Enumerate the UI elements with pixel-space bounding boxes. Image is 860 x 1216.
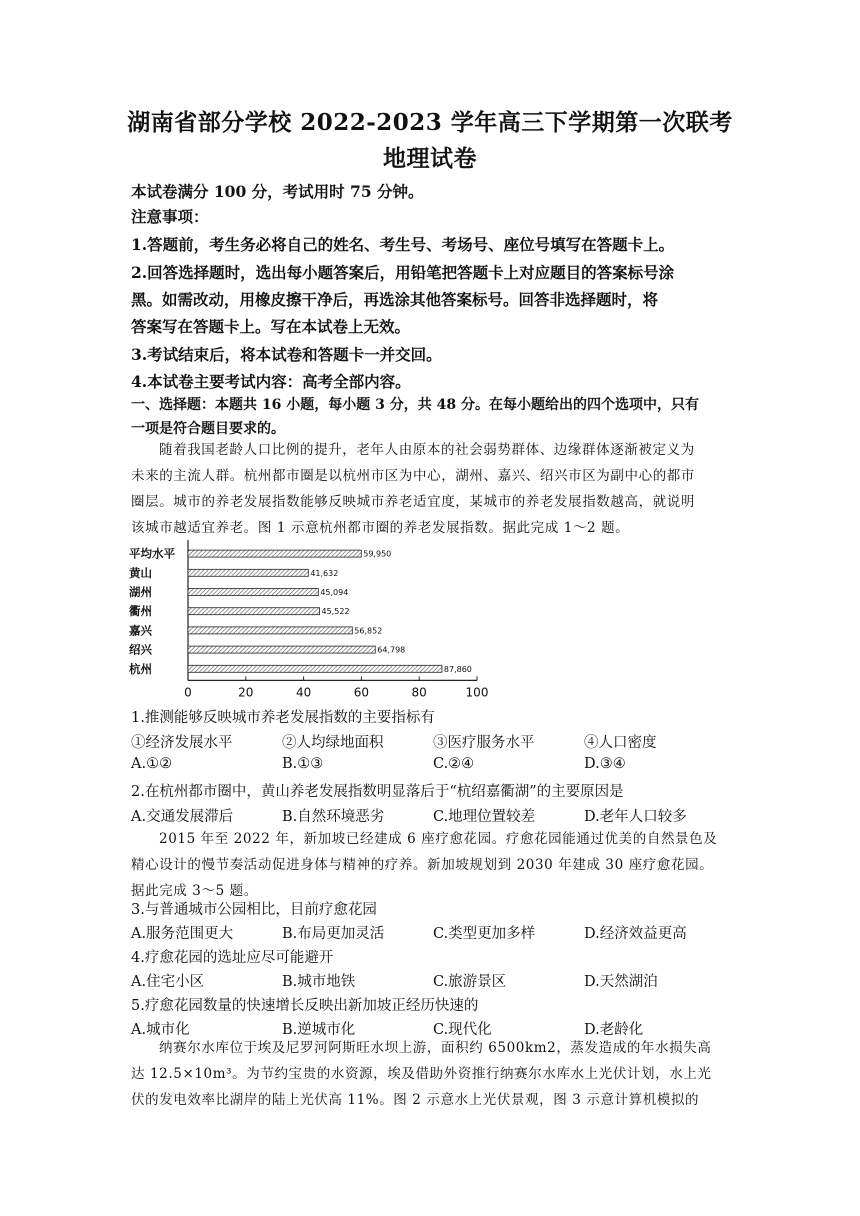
q1-item-1: ①经济发展水平 — [131, 735, 233, 751]
passage-1-line3: 圈层。城市的养老发展指数能够反映城市养老适宜度，某城市的养老发展指数越高，就说明 — [131, 494, 695, 510]
q1-item-4: ④人口密度 — [584, 735, 657, 751]
q3-option-a: A.服务范围更大 — [131, 926, 234, 942]
notice-4: 4.本试卷主要考试内容：高考全部内容。 — [131, 372, 411, 391]
q5-option-d: D.老龄化 — [584, 1022, 644, 1038]
passage-1-line1: 随着我国老龄人口比例的提升，老年人由原本的社会弱势群体、边缘群体逐渐被定义为 — [159, 442, 695, 458]
notice-2-line1: 2.回答选择题时，选出每小题答案后，用铅笔把答题卡上对应题目的答案标号涂 — [131, 263, 675, 282]
q2-options — [131, 805, 731, 827]
q4-option-b: B.城市地铁 — [282, 974, 356, 990]
q5-stem: 5.疗愈花园数量的快速增长反映出新加坡正经历快速的 — [131, 998, 479, 1014]
data-label: 45,522 — [321, 607, 350, 617]
q3-option-b: B.布局更加灵活 — [282, 926, 385, 942]
bar — [188, 589, 318, 596]
data-label: 87,860 — [443, 664, 472, 674]
category-label: 黄山 — [129, 565, 152, 580]
passage-2-line3: 据此完成 3～5 题。 — [131, 883, 258, 899]
data-label: 64,798 — [377, 645, 406, 655]
data-label: 45,094 — [320, 588, 349, 597]
section-heading-line2: 一项是符合题目要求的。 — [131, 421, 285, 437]
exam-subject: 地理试卷 — [383, 145, 477, 172]
passage-1-line2: 未来的主流人群。杭州都市圈是以杭州市区为中心，湖州、嘉兴、绍兴市区为副中心的都市 — [131, 468, 695, 484]
q5-option-b: B.逆城市化 — [282, 1022, 356, 1038]
bar — [188, 627, 352, 634]
q1-option-c: C.②④ — [433, 756, 475, 772]
q2-option-b: B.自然环境恶劣 — [282, 809, 385, 825]
data-label: 41,632 — [310, 568, 339, 578]
q1-items — [131, 731, 731, 753]
passage-2-line2: 精心设计的慢节奏活动促进身体与精神的疗养。新加坡规划到 2030 年建成 30 座疗愈花园。 — [131, 857, 714, 873]
passage-3 — [131, 1035, 731, 1113]
notice-1: 1.答题前，考生务必将自己的姓名、考生号、考场号、座位号填写在答题卡上。 — [131, 235, 675, 254]
q2-stem: 2.在杭州都市圈中，黄山养老发展指数明显落后于“杭绍嘉衢湖”的主要原因是 — [131, 784, 624, 800]
q4-option-d: D.天然湖泊 — [584, 974, 658, 990]
data-label: 59,950 — [363, 549, 392, 559]
notice-title: 注意事项： — [131, 207, 209, 226]
x-tick-label: 80 — [411, 685, 427, 700]
passage-3-line1: 纳赛尔水库位于埃及尼罗河阿斯旺水坝上游，面积约 6500km2，蒸发造成的年水损失高 — [159, 1040, 712, 1056]
passage-2 — [131, 826, 731, 904]
q1-stem: 1.推测能够反映城市养老发展指数的主要指标有 — [131, 710, 435, 726]
category-label: 杭州 — [129, 661, 152, 676]
notice-2-line3: 答案写在答题卡上。写在本试卷上无效。 — [131, 317, 411, 336]
q5-option-c: C.现代化 — [433, 1022, 492, 1038]
notice-3: 3.考试结束后，将本试卷和答题卡一并交回。 — [131, 345, 442, 364]
q1-item-3: ③医疗服务水平 — [433, 735, 535, 751]
data-label: 56,852 — [354, 626, 383, 636]
q4-options — [131, 970, 731, 992]
bar — [188, 646, 375, 653]
exam-title: 湖南省部分学校 2022-2023 学年高三下学期第一次联考 — [127, 109, 733, 136]
x-tick-label: 40 — [295, 685, 312, 700]
score-line: 本试卷满分 100 分，考试用时 75 分钟。 — [131, 182, 424, 201]
q4-stem: 4.疗愈花园的选址应尽可能避开 — [131, 950, 334, 966]
passage-2-line1: 2015 年至 2022 年，新加坡已经建成 6 座疗愈花园。疗愈花园能通过优美的自然景色及 — [159, 831, 718, 847]
q3-option-d: D.经济效益更高 — [584, 926, 687, 942]
q1-option-d: D.③④ — [584, 756, 626, 772]
category-label: 嘉兴 — [129, 623, 152, 638]
category-label: 平均水平 — [129, 546, 175, 561]
q1-item-2: ②人均绿地面积 — [282, 735, 384, 751]
q1-option-b: B.①③ — [282, 756, 324, 772]
x-tick-label: 100 — [465, 685, 489, 700]
q5-option-a: A.城市化 — [131, 1022, 190, 1038]
q3-options — [131, 922, 731, 944]
q3-option-c: C.类型更加多样 — [433, 926, 536, 942]
passage-3-line2: 达 12.5×10m³。为节约宝贵的水资源，埃及借助外资推行纳赛尔水库水上光伏计划，水上光 — [131, 1066, 712, 1082]
q2-option-c: C.地理位置较差 — [433, 809, 536, 825]
q2-option-d: D.老年人口较多 — [584, 809, 687, 825]
q4-option-a: A.住宅小区 — [131, 974, 205, 990]
q1-options — [131, 756, 731, 778]
q4-option-c: C.旅游景区 — [433, 974, 507, 990]
bar — [188, 550, 361, 557]
category-label: 湖州 — [129, 585, 152, 599]
passage-1-line4: 该城市越适宜养老。图 1 示意杭州都市圈的养老发展指数。据此完成 1～2 题。 — [131, 520, 630, 536]
q1-option-a: A.①② — [131, 756, 173, 772]
bar — [188, 608, 320, 615]
x-tick-label: 0 — [184, 685, 192, 700]
notice-2-line2: 黑。如需改动，用橡皮擦干净后，再选涂其他答案标号。回答非选择题时，将 — [131, 290, 659, 309]
x-tick-label: 20 — [238, 685, 254, 700]
section-heading-line1: 一、选择题：本题共 16 小题，每小题 3 分，共 48 分。在每小题给出的四个选项中，只有 — [131, 397, 699, 413]
q2-option-a: A.交通发展滞后 — [131, 809, 234, 825]
bar — [188, 665, 442, 672]
x-tick-label: 60 — [353, 685, 370, 700]
bar — [188, 569, 308, 576]
passage-3-line3: 伏的发电效率比湖岸的陆上光伏高 11%。图 2 示意水上光伏景观，图 3 示意计算机模拟的 — [131, 1092, 700, 1108]
figure-1-bar-chart — [125, 538, 495, 703]
passage-1 — [131, 437, 731, 541]
category-label: 绍兴 — [129, 642, 152, 657]
q3-stem: 3.与普通城市公园相比，目前疗愈花园 — [131, 902, 377, 918]
category-label: 衢州 — [129, 604, 152, 619]
